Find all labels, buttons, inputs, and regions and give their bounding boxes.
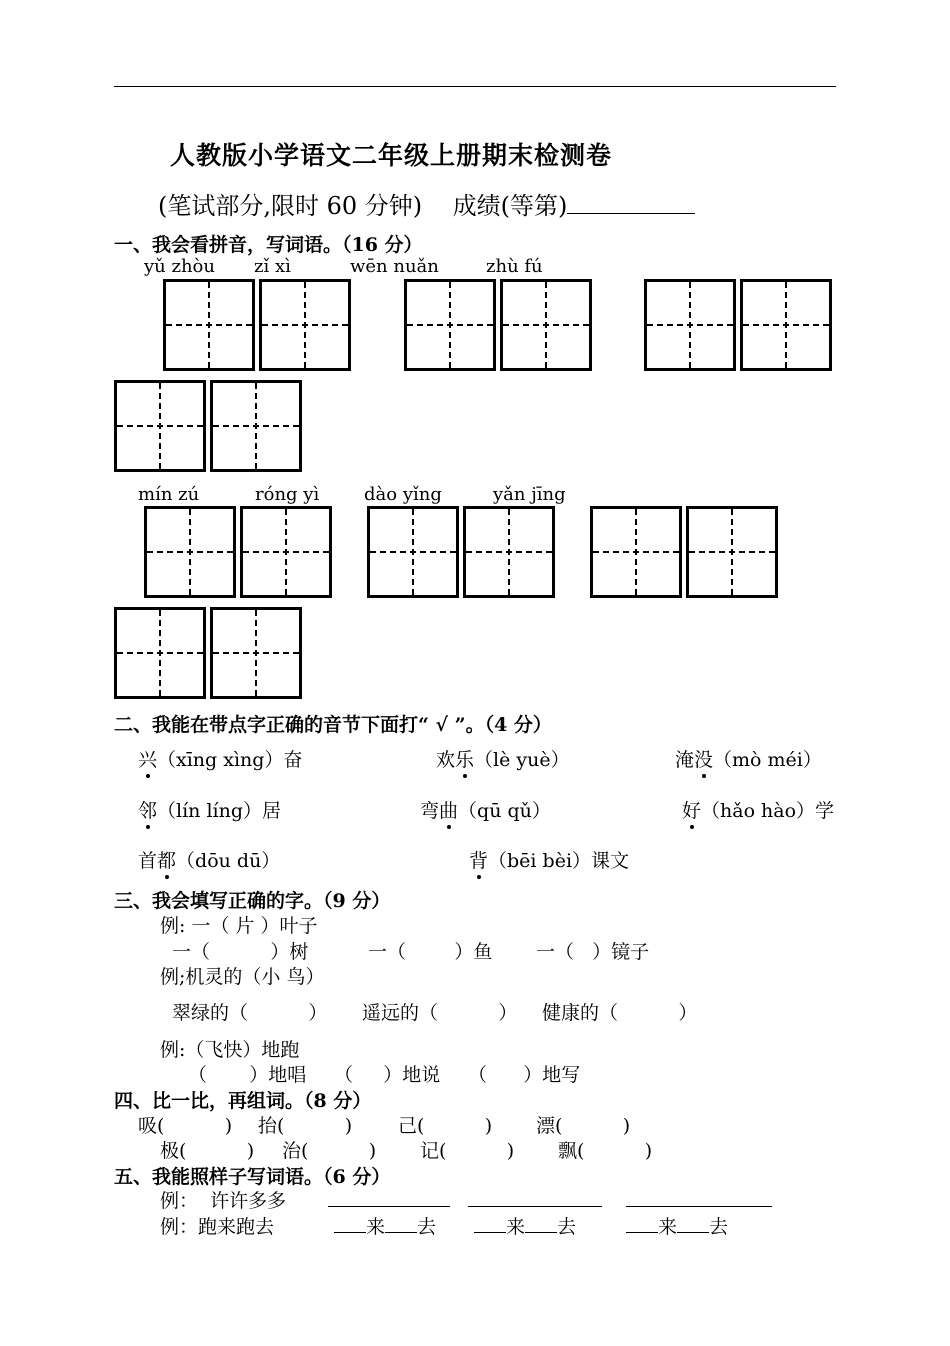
compare-item[interactable]: 漂( ) (536, 1115, 631, 1137)
compare-item[interactable]: 抬( ) (258, 1115, 353, 1137)
char-box[interactable] (114, 380, 206, 472)
blank[interactable] (385, 1231, 417, 1233)
compare-item[interactable]: 己( ) (398, 1115, 493, 1137)
pinyin-3: wēn nuǎn (350, 256, 439, 277)
char-box[interactable] (686, 506, 778, 598)
char-box[interactable] (259, 279, 351, 371)
choice-text: （dōu dū） (176, 850, 281, 872)
qu-char: 去 (709, 1216, 729, 1238)
choice-text: （hǎo hào）学 (701, 800, 835, 822)
dotted-char: 都 (157, 846, 176, 873)
dotted-char: 兴 (138, 745, 157, 772)
char-box[interactable] (210, 607, 302, 699)
char-box[interactable] (163, 279, 255, 371)
fill-item[interactable]: 一（ ）树 (172, 941, 309, 963)
pinyin-6: róng yì (255, 484, 320, 505)
fill-item[interactable]: （ ）地说 (334, 1064, 441, 1086)
char-box[interactable] (144, 506, 236, 598)
fill-item[interactable]: （ ）地唱 (188, 1064, 307, 1086)
blank[interactable] (334, 1231, 366, 1233)
char-box[interactable] (210, 380, 302, 472)
pinyin-choice-item[interactable] (138, 796, 281, 823)
char-box[interactable] (644, 279, 736, 371)
compare-item[interactable]: 飘( ) (558, 1140, 653, 1162)
header-rule (114, 86, 836, 87)
subtitle-text: (笔试部分,限时 60 分钟) 成绩(等第) (158, 192, 568, 220)
example-abac: 例：跑来跑去 (160, 1216, 275, 1238)
fill-item[interactable]: 一（ ）镜子 (536, 941, 650, 963)
section1-heading: 一、我会看拼音，写词语。（16 分） (114, 234, 423, 256)
example-3: 例:（飞快）地跑 (160, 1039, 300, 1061)
char-box[interactable] (367, 506, 459, 598)
pinyin-choice-item[interactable] (675, 745, 822, 772)
pinyin-4: zhù fú (486, 256, 543, 277)
blank[interactable] (677, 1231, 709, 1233)
blank[interactable] (626, 1231, 658, 1233)
choice-text: （bēi bèi）课文 (488, 850, 630, 872)
section3-heading: 三、我会填写正确的字。（9 分） (114, 890, 391, 912)
blank[interactable] (525, 1231, 557, 1233)
dotted-char: 背 (469, 846, 488, 873)
compare-item[interactable]: 记( ) (420, 1140, 515, 1162)
answer-line[interactable] (328, 1206, 450, 1207)
plain-char: 首 (138, 850, 158, 872)
page-subtitle (158, 186, 695, 221)
blank[interactable] (474, 1231, 506, 1233)
pinyin-choice-item[interactable] (138, 745, 302, 772)
pinyin-choice-item[interactable] (436, 745, 570, 772)
pinyin-7: dào yǐng (364, 484, 442, 505)
compare-item[interactable]: 极( ) (160, 1140, 255, 1162)
dotted-char: 好 (682, 796, 701, 823)
dotted-char: 没 (694, 745, 713, 772)
compare-item[interactable]: 吸( ) (138, 1115, 233, 1137)
fill-item[interactable]: 翠绿的（ ） (172, 1002, 328, 1024)
example-1: 例: 一（ 片 ）叶子 (160, 915, 318, 937)
plain-char: 欢 (436, 749, 456, 771)
pinyin-8: yǎn jīng (493, 484, 566, 505)
pinyin-1: yǔ zhòu (144, 256, 215, 277)
grade-blank[interactable] (567, 212, 695, 214)
char-box[interactable] (240, 506, 332, 598)
char-box[interactable] (463, 506, 555, 598)
section2-heading: 二、我能在带点字正确的音节下面打“ √ ”。（4 分） (114, 714, 552, 736)
choice-text: （lè yuè） (474, 749, 570, 771)
pinyin-choice-item[interactable] (420, 796, 551, 823)
fill-item[interactable]: 健康的（ ） (542, 1002, 698, 1024)
pinyin-choice-item[interactable] (138, 846, 280, 873)
lai-qu-item[interactable] (626, 1212, 728, 1239)
lai-qu-item[interactable] (334, 1212, 436, 1239)
lai-char: 来 (366, 1216, 386, 1238)
qu-char: 去 (417, 1216, 437, 1238)
char-box[interactable] (590, 506, 682, 598)
page-title: 人教版小学语文二年级上册期末检测卷 (170, 141, 613, 170)
compare-item[interactable]: 治( ) (282, 1140, 377, 1162)
pinyin-2: zǐ xì (254, 256, 291, 277)
section4-heading: 四、比一比，再组词。（8 分） (114, 1090, 372, 1112)
dotted-char: 邻 (138, 796, 157, 823)
char-box[interactable] (740, 279, 832, 371)
lai-char: 来 (506, 1216, 526, 1238)
pinyin-choice-item[interactable] (469, 846, 629, 873)
example-aabb: 例： 许许多多 (160, 1190, 287, 1212)
qu-char: 去 (557, 1216, 577, 1238)
fill-item[interactable]: （ ）地写 (468, 1064, 581, 1086)
dotted-char: 曲 (439, 796, 458, 823)
choice-text: （lín líng）居 (157, 800, 281, 822)
fill-item[interactable]: 遥远的（ ） (362, 1002, 518, 1024)
pinyin-5: mín zú (138, 484, 200, 505)
pinyin-choice-item[interactable] (682, 796, 834, 823)
lai-qu-item[interactable] (474, 1212, 576, 1239)
char-box[interactable] (114, 607, 206, 699)
choice-text: （xīng xìng）奋 (157, 749, 303, 771)
answer-line[interactable] (468, 1206, 602, 1207)
plain-char: 弯 (420, 800, 440, 822)
char-box[interactable] (500, 279, 592, 371)
fill-item[interactable]: 一（ ）鱼 (368, 941, 493, 963)
example-2: 例;机灵的（小 鸟） (160, 966, 325, 988)
plain-char: 淹 (675, 749, 695, 771)
lai-char: 来 (658, 1216, 678, 1238)
answer-line[interactable] (626, 1206, 772, 1207)
dotted-char: 乐 (455, 745, 474, 772)
char-box[interactable] (404, 279, 496, 371)
choice-text: （mò méi） (713, 749, 822, 771)
section5-heading: 五、我能照样子写词语。（6 分） (114, 1166, 391, 1188)
choice-text: （qū qǔ） (458, 800, 551, 822)
